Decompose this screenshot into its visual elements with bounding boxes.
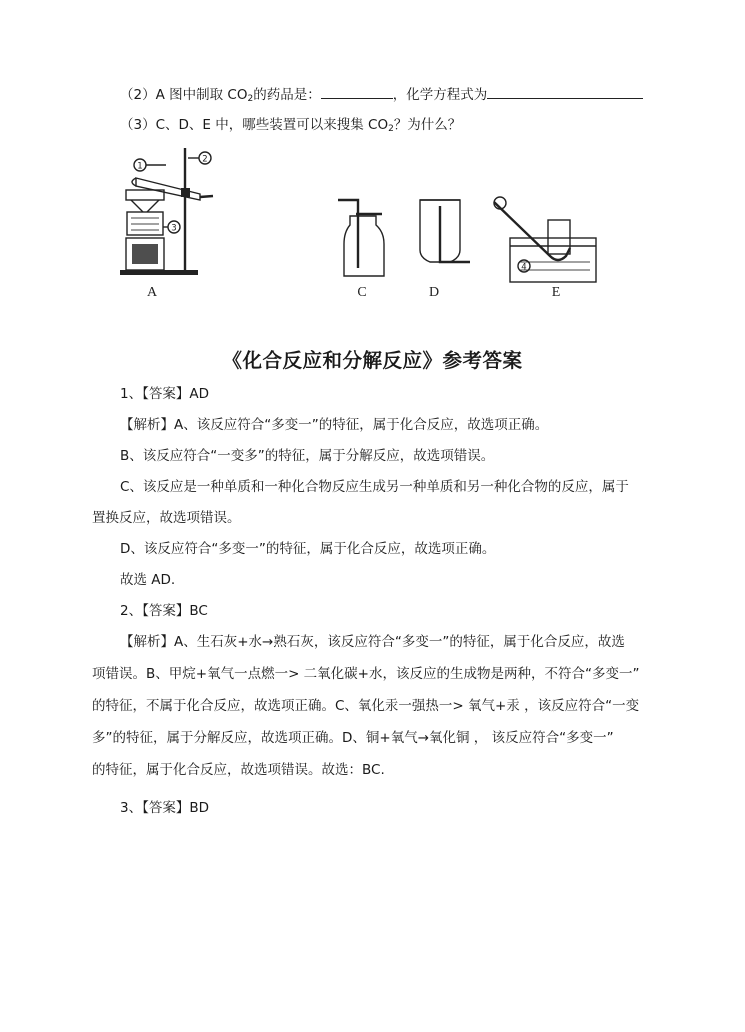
svg-text:2: 2 bbox=[202, 154, 208, 165]
answer-line: 的特征，属于化合反应，故选项错误。故选：BC. bbox=[92, 762, 385, 778]
answer-line: D、该反应符合“多变一”的特征，属于化合反应，故选项正确。 bbox=[120, 541, 496, 557]
answer-title: 《化合反应和分解反应》参考答案 bbox=[222, 349, 523, 372]
label-a: A bbox=[146, 285, 158, 300]
label-c: C bbox=[357, 285, 367, 300]
answer-line: 2、【答案】BC bbox=[120, 603, 208, 619]
svg-text:4: 4 bbox=[521, 262, 527, 273]
answer-line: 项错误。B、甲烷+氧气一点燃一> 二氧化碳+水，该反应的生成物是两种，不符合“多变一” bbox=[92, 666, 640, 682]
question-2-equation-label: ，化学方程式为 bbox=[392, 87, 488, 103]
apparatus-c bbox=[338, 200, 384, 300]
label-e: E bbox=[551, 285, 561, 300]
answer-line: C、该反应是一种单质和一种化合物反应生成另一种单质和另一种化合物的反应，属于 bbox=[120, 479, 629, 495]
apparatus-e bbox=[494, 197, 596, 300]
svg-text:3: 3 bbox=[171, 223, 177, 234]
answer-line: 3、【答案】BD bbox=[120, 800, 209, 816]
question-2-middle: 的药品是： bbox=[253, 87, 321, 103]
co2-subscript: 2 bbox=[247, 94, 254, 104]
tube-e bbox=[494, 202, 570, 260]
question-2-prefix: （2）A 图中制取 CO bbox=[120, 87, 248, 103]
answer-line: 故选 AD. bbox=[120, 572, 176, 588]
answer-line: 1、【答案】AD bbox=[120, 386, 209, 402]
apparatus-a bbox=[120, 148, 213, 300]
wire-gauze bbox=[127, 212, 163, 235]
apparatus-figure bbox=[0, 0, 745, 340]
tube-d bbox=[440, 206, 470, 262]
delivery-tube bbox=[200, 196, 213, 197]
iron-stand-base bbox=[120, 270, 198, 275]
answer-line: 的特征，不属于化合反应，故选项正确。C、氧化汞一强热一> 氧气+汞 ，该反应符合“一变 bbox=[92, 698, 640, 714]
question-3-suffix: ？为什么？ bbox=[393, 117, 462, 133]
collecting-bottle-e bbox=[548, 220, 570, 254]
test-tube bbox=[136, 178, 200, 200]
answer-line: 【解析】A、生石灰+水→熟石灰，该反应符合“多变一”的特征，属于化合反应，故选 bbox=[120, 634, 625, 650]
question-3-prefix: （3）C、D、E 中，哪些装置可以来搜集 CO bbox=[120, 117, 389, 133]
answer-line: 多”的特征，属于分解反应，故选项正确。D、铜+氧气→氧化铜 ， 该反应符合“多变一” bbox=[92, 730, 614, 746]
answer-line: 【解析】A、该反应符合“多变一”的特征，属于化合反应，故选项正确。 bbox=[120, 417, 549, 433]
svg-text:1: 1 bbox=[137, 161, 143, 172]
answer-line: 置换反应，故选项错误。 bbox=[92, 510, 241, 526]
gas-bottle-c bbox=[344, 216, 384, 276]
apparatus-d bbox=[420, 200, 470, 300]
co2-subscript: 2 bbox=[388, 124, 394, 134]
tube-c bbox=[338, 200, 358, 268]
label-d: D bbox=[428, 285, 440, 300]
answer-line: B、该反应符合“一变多”的特征，属于分解反应，故选项错误。 bbox=[120, 448, 495, 464]
